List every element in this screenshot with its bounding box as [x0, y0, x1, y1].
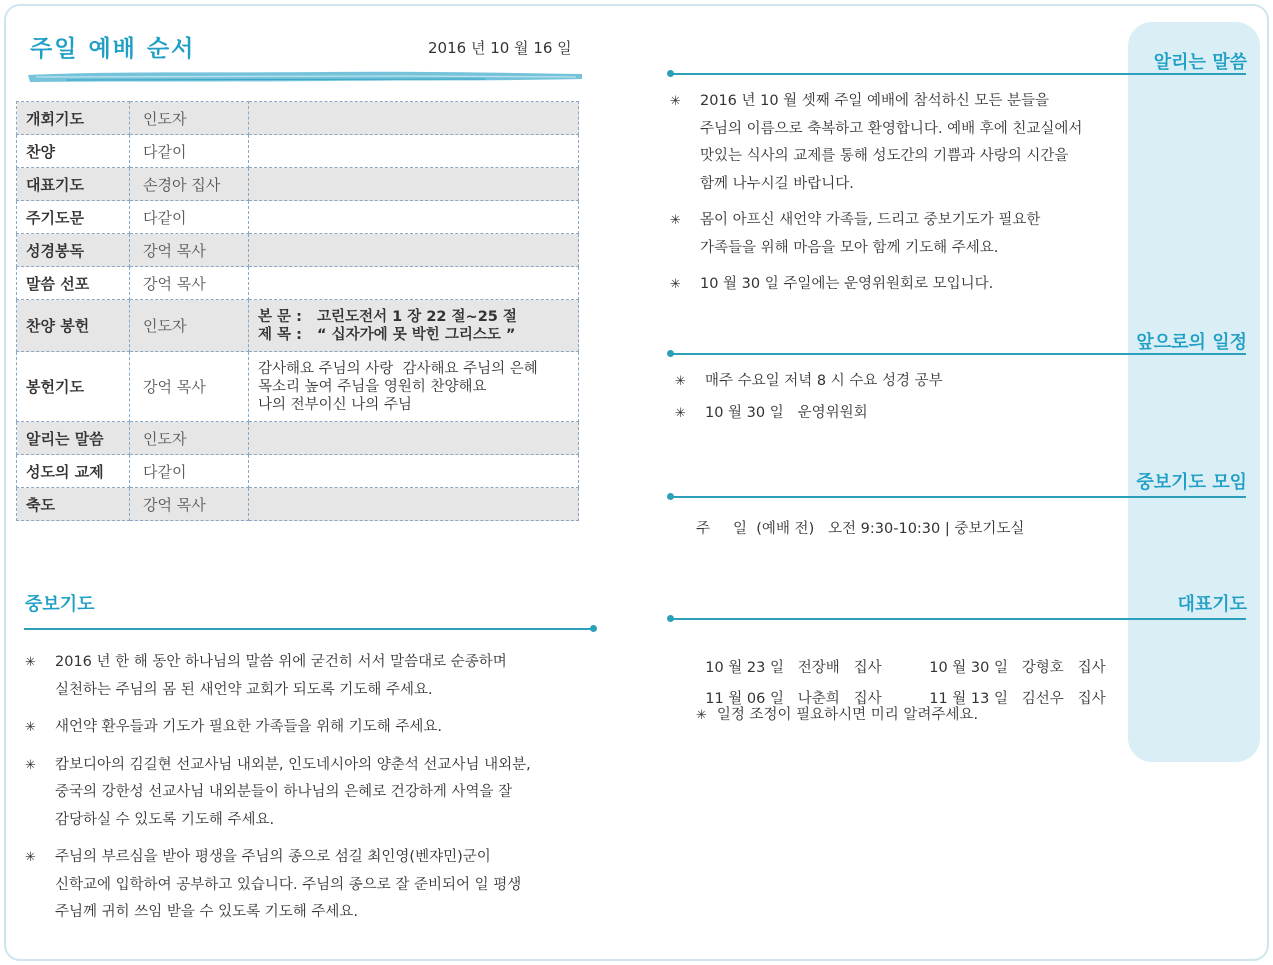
order-item: 대표기도 [17, 168, 130, 201]
order-row [17, 488, 579, 521]
announcements-list [670, 88, 1130, 308]
bullet-icon: ✳ [670, 277, 681, 292]
order-note [249, 267, 579, 300]
offering-lyric-line: 나의 전부이신 나의 주님 [258, 396, 412, 413]
rep-prayer-rule [669, 618, 1246, 620]
rule-dot [667, 493, 674, 500]
order-leader: 강억 목사 [130, 352, 249, 422]
intercession-item-line: 새언약 환우들과 기도가 필요한 가족들을 위해 기도해 주세요. [55, 719, 443, 735]
upcoming-list [675, 368, 1115, 431]
intercession-item-line: 감당하실 수 있도록 기도해 주세요. [55, 811, 275, 828]
intercession-item-line: 주님의 부르심을 받아 평생을 주님의 종으로 섬길 최인영(벤쟈민)군이 [55, 849, 491, 865]
intercession-item [25, 649, 595, 704]
order-row [17, 135, 579, 168]
order-item: 찬양 [17, 135, 130, 168]
rule-dot [590, 625, 597, 632]
intercession-item [25, 714, 595, 742]
bullet-icon: ✳ [25, 720, 36, 735]
order-leader: 인도자 [130, 102, 249, 135]
order-item: 찬양 봉헌 [17, 300, 130, 352]
announcement-item-line: 10 월 30 일 주일에는 운영위원회로 모입니다. [700, 276, 994, 292]
order-note [249, 102, 579, 135]
announcement-item [670, 271, 1130, 299]
order-item: 성경봉독 [17, 234, 130, 267]
order-leader: 인도자 [130, 300, 249, 352]
bullet-icon: ✳ [25, 655, 36, 670]
sermon-title: 제 목 : “ 십자가에 못 박힌 그리스도 ” [258, 326, 516, 343]
announcement-item-line: 가족들을 위해 마음을 모아 함께 기도해 주세요. [700, 239, 999, 256]
worship-order-table [16, 101, 579, 521]
bullet-icon: ✳ [25, 757, 36, 773]
order-item: 봉헌기도 [17, 352, 130, 422]
order-item: 말씀 선포 [17, 267, 130, 300]
bullet-icon: ✳ [25, 850, 36, 865]
order-note [249, 422, 579, 455]
announcement-item [670, 88, 1130, 198]
order-note [249, 135, 579, 168]
offering-lyric-line: 목소리 높여 주님을 영원히 찬양해요 [258, 378, 487, 395]
order-row [17, 102, 579, 135]
upcoming-item-line: 매주 수요일 저녁 8 시 수요 성경 공부 [705, 373, 943, 389]
right-side-panel [1128, 22, 1260, 762]
scripture-reference: 본 문 : 고린도전서 1 장 22 절~25 절 [258, 308, 517, 325]
intercession-item-line: 캄보디아의 김길현 선교사님 내외분, 인도네시아의 양춘석 선교사님 내외분, [55, 756, 531, 773]
rep-prayer-heading: 대표기도 [1177, 594, 1247, 615]
order-item: 주기도문 [17, 201, 130, 234]
intercession-item-line: 중국의 강한성 선교사님 내외분들이 하나님의 은혜로 건강하게 사역을 잘 [55, 784, 513, 800]
rep-prayer-entry: 10 월 30 일 강형호 집사 [929, 660, 1106, 676]
order-note [249, 352, 579, 422]
order-item: 개회기도 [17, 102, 130, 135]
order-item: 알리는 말씀 [17, 422, 130, 455]
intercession-item [25, 752, 595, 835]
upcoming-rule [669, 353, 1246, 355]
upcoming-heading: 앞으로의 일정 [1136, 332, 1247, 353]
order-item: 축도 [17, 488, 130, 521]
announcement-item-line: 주님의 이름으로 축복하고 환영합니다. 예배 후에 친교실에서 [700, 120, 1083, 137]
prayer-meeting-heading: 중보기도 모임 [1136, 472, 1247, 493]
announcements-heading: 알리는 말씀 [1153, 52, 1247, 73]
upcoming-item [675, 368, 1115, 396]
order-leader: 다같이 [130, 201, 249, 234]
order-note [249, 300, 579, 352]
order-row [17, 352, 579, 422]
order-row [17, 267, 579, 300]
prayer-meeting-info: 주 일 (예배 전) 오전 9:30-10:30 | 중보기도실 [696, 521, 1025, 537]
order-note [249, 488, 579, 521]
order-note [249, 455, 579, 488]
order-leader: 강억 목사 [130, 488, 249, 521]
brush-stroke-decoration [26, 68, 584, 86]
order-note [249, 234, 579, 267]
order-row [17, 168, 579, 201]
order-row [17, 422, 579, 455]
intercession-list [25, 649, 595, 937]
order-leader: 손경아 집사 [130, 168, 249, 201]
intercession-item-line: 신학교에 입학하여 공부하고 있습니다. 주님의 종으로 잘 준비되어 일 평생 [55, 876, 522, 893]
bullet-icon: ✳ [670, 213, 681, 228]
rep-prayer-entry: 11 월 06 일 나춘희 집사 [705, 691, 882, 707]
announcement-item-line: 맛있는 식사의 교제를 통해 성도간의 기쁨과 사랑의 시간을 [700, 148, 1069, 164]
intercession-item-line: 주님께 귀히 쓰임 받을 수 있도록 기도해 주세요. [55, 904, 359, 920]
bullet-icon: ✳ [675, 405, 686, 421]
intercession-item-line: 실천하는 주님의 몸 된 새언약 교회가 되도록 기도해 주세요. [55, 681, 433, 698]
announcement-item-line: 몸이 아프신 새언약 가족들, 드리고 중보기도가 필요한 [700, 212, 1041, 228]
rule-dot [667, 70, 674, 77]
bullet-icon: ✳ [675, 374, 686, 389]
intercession-item [25, 844, 595, 927]
rep-prayer-entry: 10 월 23 일 전장배 집사 [705, 660, 882, 676]
order-note [249, 168, 579, 201]
order-leader: 강억 목사 [130, 267, 249, 300]
order-row [17, 455, 579, 488]
order-leader: 인도자 [130, 422, 249, 455]
intercession-rule [24, 628, 594, 630]
order-note [249, 201, 579, 234]
announcement-item-line: 함께 나누시길 바랍니다. [700, 175, 854, 192]
announcement-item-line: 2016 년 10 월 셋째 주일 예배에 참석하신 모든 분들을 [700, 93, 1049, 109]
rule-dot [667, 615, 674, 622]
rep-prayer-note-text: 일정 조정이 필요하시면 미리 알려주세요. [716, 707, 979, 723]
bullet-icon: ✳ [696, 708, 707, 723]
upcoming-item [675, 400, 1115, 428]
prayer-meeting-rule [669, 496, 1246, 498]
order-row [17, 234, 579, 267]
order-leader: 다같이 [130, 455, 249, 488]
rep-prayer-entry: 11 월 13 일 김선우 집사 [929, 691, 1106, 707]
order-row [17, 201, 579, 234]
intercession-heading: 중보기도 [25, 594, 95, 615]
rep-prayer-note [696, 703, 978, 724]
bullet-icon: ✳ [670, 94, 681, 109]
offering-lyric-line: 감사해요 주님의 사랑 감사해요 주님의 은혜 [258, 360, 538, 377]
intercession-item-line: 2016 년 한 해 동안 하나님의 말씀 위에 굳건히 서서 말씀대로 순종하며 [55, 654, 507, 670]
announcements-rule [669, 73, 1246, 75]
page-title: 주일 예배 순서 [30, 36, 196, 62]
rule-dot [667, 350, 674, 357]
order-row [17, 300, 579, 352]
order-leader: 강억 목사 [130, 234, 249, 267]
upcoming-item-line: 10 월 30 일 운영위원회 [705, 404, 868, 421]
announcement-item [670, 207, 1130, 262]
service-date: 2016 년 10 월 16 일 [428, 39, 572, 57]
order-item: 성도의 교제 [17, 455, 130, 488]
order-leader: 다같이 [130, 135, 249, 168]
